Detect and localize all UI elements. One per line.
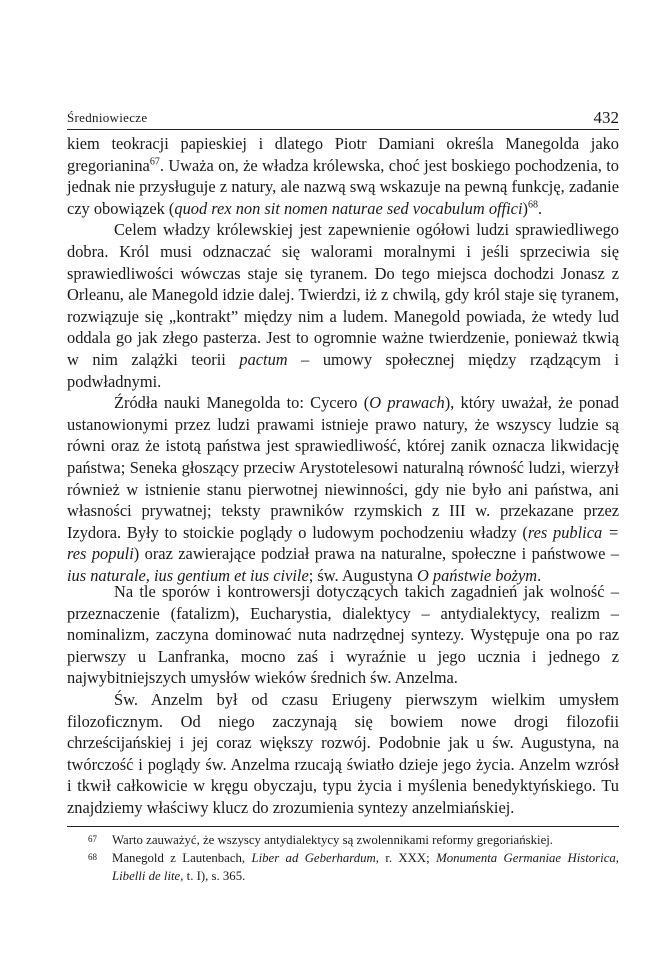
text-run: ), który uważał, że ponad ustanowionymi przez ludzi prawami istnieje prawo natury, że wszyscy ludzie są równi oraz że istotą państwa jest sprawiedliwość, której zanik oznacza likwidację państwa; Seneka głoszący przeciw Arystotelesowi naturalną równość ludzi, wierzył również w istnienie stanu pierwotnej niewinności, gdy nie było ani państwa, ani własności prywatnej; teksty prawników rzymskich z III w. przekazane przez Izydora. Były to stoickie poglądy o ludowym pochodzeniu władzy ( [67, 393, 619, 542]
text-run: ; św. Augustyna [308, 565, 417, 585]
italic-term: ius naturale, ius gentium et ius civile [67, 565, 309, 585]
text-run: . Uważa on, że władza królewska, choć jest boskiego pochodzenia, to jednak nie przysługuje z natury, ale nazwą swą wskazuje na pewną funkcję, zadanie czy obowiązek ( [67, 155, 619, 218]
running-title: Średniowiecze [67, 110, 148, 125]
text-run: ) [522, 198, 528, 218]
paragraph: Na tle sporów i kontrowersji dotyczących takich zagadnień jak wolność – przeznaczenie (fatalizm), Eucharystia, dialektycy – antydialektycy, realizm – nominalizm, zaczyna dominować nuta nadrzędnej syntezy. Występuje ona po raz pierwszy u Lanfranka, mocno zaś i wyraźnie u jego ucznia i jednego z najwybitniejszych umysłów wieków średnich św. Anzelma. [67, 582, 619, 688]
section-manegold [67, 133, 619, 586]
text-run: , r. XXX; [375, 850, 437, 865]
header-rule [67, 129, 619, 130]
footnote-number: 68 [88, 851, 97, 862]
text-run: Manegold z Lautenbach, [112, 850, 252, 865]
italic-term: Monumenta Germaniae Historica, Libelli de lite [112, 850, 619, 883]
text-run: Warto zauważyć, że wszyscy antydialektycy są zwolennikami reformy gregoriańskiej. [112, 833, 553, 847]
page-number: 432 [593, 108, 619, 127]
text-run: , t. I), s. 365. [180, 868, 246, 883]
text-run: kiem teokracji papieskiej i dlatego Piotr Damiani określa Manegolda jako gregorianina [67, 134, 619, 175]
section-anzelm [67, 581, 619, 819]
italic-term: pactum [239, 349, 288, 369]
footnote-number: 67 [88, 834, 97, 844]
running-header [67, 108, 619, 130]
footnote-ref: 68 [527, 199, 538, 211]
paragraph [67, 219, 619, 392]
text-run: . [537, 565, 542, 585]
text-run: ) oraz zawierające podział prawa na naturalne, społeczne i państwowe – [133, 544, 619, 564]
text-run: . [537, 198, 543, 218]
footnotes [67, 832, 619, 885]
paragraph [67, 392, 619, 586]
text-run: – umowy społecznej między rządzącym i podwładnymi. [67, 349, 620, 391]
footnote [67, 832, 619, 850]
footnote-ref: 67 [149, 156, 160, 168]
paragraph: Św. Anzelm był od czasu Eriugeny pierwszym wielkim umysłem filozoficznym. Od niego zaczynają się bowiem nowe drogi filozofii chrześcijańskiej i jej coraz większy rozwój. Podobnie jak u św. Augustyna, na twórczość i poglądy św. Anzelma rzucają światło dzieje jego życia. Anzelm wzrósł i tkwił całkowicie w kręgu obyczaju, typu życia i myślenia benedyktyńskiego. Tu znajdziemy właściwy klucz do zrozumienia syntezy anzelmiańskiej. [67, 689, 619, 817]
text-run: Źródła nauki Manegolda to: Cycero ( [114, 393, 370, 413]
footnote-rule [67, 826, 619, 827]
italic-term: Liber ad Geberhardum [251, 850, 376, 865]
text-run: Celem władzy królewskiej jest zapewnienie ogółowi ludzi sprawiedliwego dobra. Król musi odznaczać się walorami moralnymi i jeśli sprzeciwia się sprawiedliwości wówczas staje się tyranem. Do tego miejsca dochodzi Jonasz z Orleanu, ale Manegold idzie dalej. Twierdzi, iż z chwilą, gdy król staje się tyranem, rozwiązuje się „kontrakt” między nim a ludem. Manegold powiada, że wtedy lud oddala go jak złego pasterza. Jest to ogromnie ważne twierdzenie, ponieważ tkwią w nim zalążki teorii [67, 220, 619, 369]
latin-quote: quod rex non sit nomen naturae sed vocabulum offici [174, 198, 523, 218]
italic-term: O prawach [369, 393, 445, 413]
italic-term: res publica = res populi [67, 522, 620, 564]
italic-term: O państwie bożym [416, 565, 538, 585]
footnote [67, 850, 619, 886]
paragraph [67, 133, 619, 219]
